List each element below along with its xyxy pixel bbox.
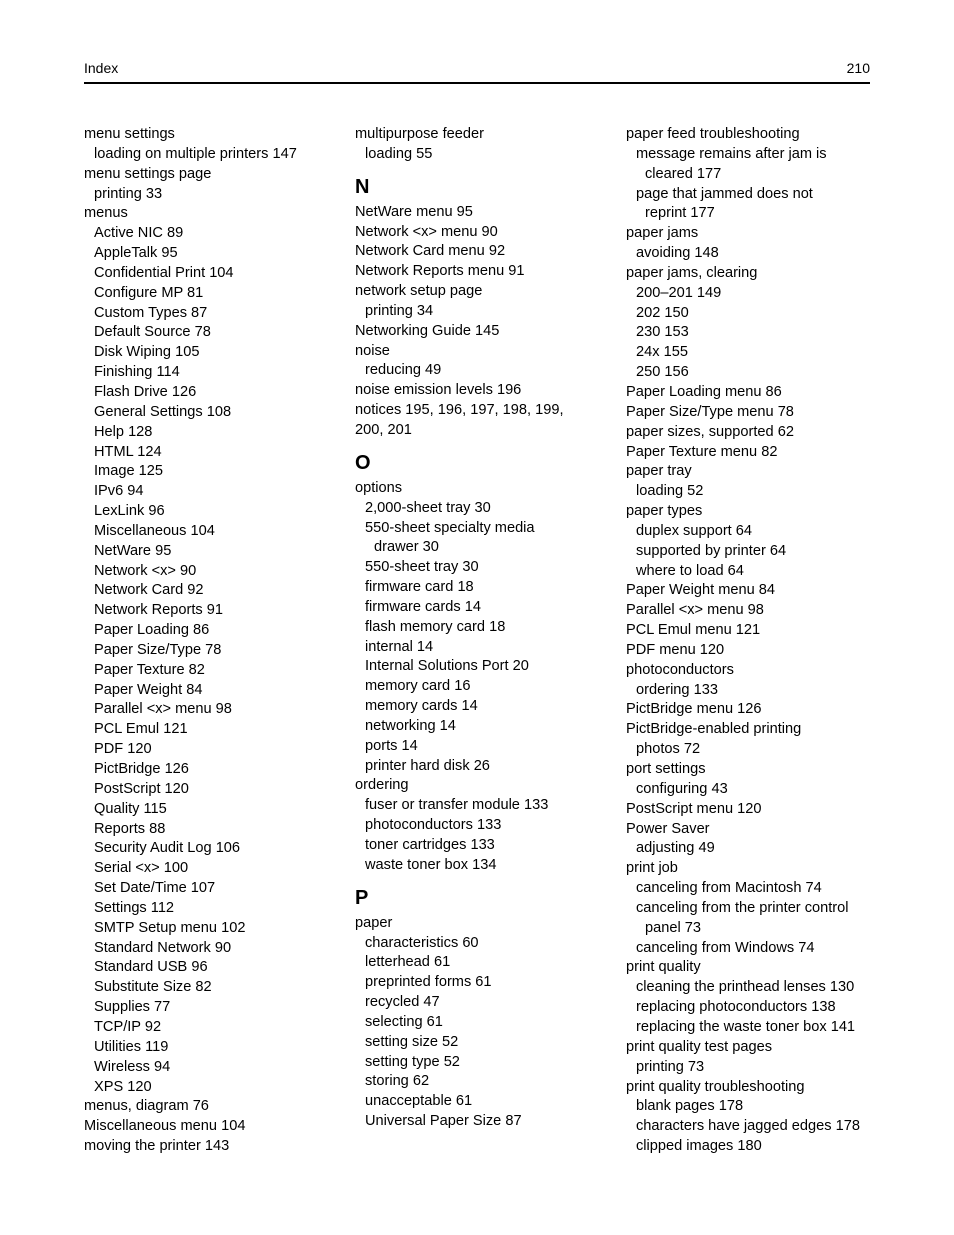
index-subentry: loading 55 <box>365 145 433 162</box>
index-subentry: message remains after jam is <box>636 145 827 162</box>
index-subentry: Network Reports 91 <box>94 602 223 619</box>
index-subentry: Reports 88 <box>94 820 166 837</box>
index-entry: paper jams, clearing <box>626 264 758 281</box>
index-subentry: Wireless 94 <box>94 1058 171 1075</box>
index-subentry: canceling from the printer control <box>636 899 849 916</box>
index-subentry: Parallel <x> menu 98 <box>94 701 232 718</box>
index-subentry: Standard Network 90 <box>94 939 232 956</box>
page-header <box>84 60 870 84</box>
index-entry: port settings <box>626 761 706 777</box>
index-subentry: Security Audit Log 106 <box>94 840 241 857</box>
section-title: Index <box>84 60 119 76</box>
index-subentry: printing 73 <box>636 1058 705 1075</box>
index-letter-heading: P <box>355 886 369 909</box>
index-subentry: 550-sheet tray 30 <box>365 559 479 576</box>
index-subentry: XPS 120 <box>94 1078 152 1095</box>
index-entry: menus <box>84 205 128 222</box>
index-subentry: PictBridge 126 <box>94 761 189 777</box>
index-entry: Power Saver <box>626 820 710 837</box>
index-entry: Paper Loading menu 86 <box>626 383 782 400</box>
index-entry: Networking Guide 145 <box>355 322 500 339</box>
index-subentry: Default Source 78 <box>94 324 211 341</box>
index-entry: Paper Weight menu 84 <box>626 582 776 599</box>
index-entry: paper sizes, supported 62 <box>626 423 794 440</box>
index-subentry: panel 73 <box>645 919 701 936</box>
index-subentry: cleaning the printhead lenses 130 <box>636 979 855 996</box>
index-subentry: printer hard disk 26 <box>365 757 490 774</box>
index-subentry: Set Date/Time 107 <box>94 880 216 897</box>
index-subentry: Internal Solutions Port 20 <box>365 658 529 675</box>
index-subentry: Image 125 <box>94 463 163 480</box>
index-subentry: avoiding 148 <box>636 245 719 262</box>
index-entry: Paper Texture menu 82 <box>626 443 778 460</box>
index-entry: photoconductors <box>626 661 734 678</box>
index-subentry: characters have jagged edges 178 <box>636 1118 860 1135</box>
index-subentry: waste toner box 134 <box>365 856 497 873</box>
index-subentry: photos 72 <box>636 741 701 758</box>
index-entry: paper <box>355 914 393 931</box>
index-entry: Miscellaneous menu 104 <box>84 1118 246 1135</box>
index-subentry: Paper Texture 82 <box>94 661 205 678</box>
index-subentry: HTML 124 <box>94 443 162 460</box>
index-entry: ordering <box>355 777 409 794</box>
index-subentry: Standard USB 96 <box>94 959 208 976</box>
index-subentry: Paper Size/Type 78 <box>94 641 222 658</box>
index-subentry: firmware cards 14 <box>365 598 481 615</box>
index-subentry: drawer 30 <box>374 539 439 556</box>
index-subentry: printing 34 <box>365 302 434 319</box>
index-subentry: 200–201 149 <box>636 284 722 301</box>
index-subentry: Configure MP 81 <box>94 284 204 301</box>
index-subentry: Network Card 92 <box>94 582 204 599</box>
index-subentry: reducing 49 <box>365 362 442 379</box>
index-column-1 <box>84 125 334 1157</box>
index-subentry: TCP/IP 92 <box>94 1018 162 1035</box>
index-subentry: Supplies 77 <box>94 999 171 1016</box>
index-entry: print quality test pages <box>626 1038 773 1055</box>
index-subentry: unacceptable 61 <box>365 1093 473 1110</box>
index-subentry: photoconductors 133 <box>365 817 502 834</box>
index-entry: print job <box>626 860 678 877</box>
index-entry: paper jams <box>626 225 699 242</box>
index-subentry: clipped images 180 <box>636 1138 762 1155</box>
index-entry: Paper Size/Type menu 78 <box>626 403 794 420</box>
index-subentry: page that jammed does not <box>636 185 813 202</box>
index-subentry: PDF 120 <box>94 741 152 758</box>
index-entry: print quality troubleshooting <box>626 1078 805 1095</box>
index-subentry: PCL Emul 121 <box>94 721 188 738</box>
index-entry: menu settings page <box>84 165 212 182</box>
index-subentry: Active NIC 89 <box>94 225 184 242</box>
index-subentry: loading 52 <box>636 483 704 500</box>
index-entry: paper types <box>626 503 703 520</box>
index-entry: paper feed troubleshooting <box>626 126 800 142</box>
index-entry: PostScript menu 120 <box>626 800 762 817</box>
index-subentry: Serial <x> 100 <box>94 860 189 877</box>
index-subentry: setting size 52 <box>365 1033 459 1050</box>
index-subentry: configuring 43 <box>636 780 728 797</box>
index-subentry: internal 14 <box>365 638 434 655</box>
index-letter-heading: O <box>355 451 371 474</box>
index-entry: options <box>355 479 403 496</box>
index-subentry: memory card 16 <box>365 678 471 695</box>
index-subentry: supported by printer 64 <box>636 542 787 559</box>
index-subentry: Quality 115 <box>94 800 167 817</box>
index-subentry: IPv6 94 <box>94 483 144 500</box>
index-subentry: AppleTalk 95 <box>94 245 178 262</box>
index-column-2 <box>355 125 605 1132</box>
index-entry: paper tray <box>626 463 692 480</box>
index-subentry: setting type 52 <box>365 1053 460 1070</box>
index-subentry: PostScript 120 <box>94 780 189 797</box>
index-subentry: Finishing 114 <box>94 364 180 381</box>
index-subentry: characteristics 60 <box>365 934 479 951</box>
index-subentry: SMTP Setup menu 102 <box>94 919 246 936</box>
index-entry: PCL Emul menu 121 <box>626 622 761 639</box>
index-subentry: Utilities 119 <box>94 1038 169 1055</box>
index-subentry: fuser or transfer module 133 <box>365 797 549 814</box>
index-subentry: flash memory card 18 <box>365 618 506 635</box>
index-entry: multipurpose feeder <box>355 126 484 142</box>
index-subentry: Confidential Print 104 <box>94 264 234 281</box>
index-entry: noise <box>355 342 390 359</box>
index-subentry: 550-sheet specialty media <box>365 519 535 536</box>
index-entry: notices 195, 196, 197, 198, 199, <box>355 402 564 419</box>
index-entry: network setup page <box>355 283 483 300</box>
index-entry: noise emission levels 196 <box>355 382 522 399</box>
index-entry: PDF menu 120 <box>626 641 725 658</box>
index-letter-heading: N <box>355 175 370 198</box>
index-column-3 <box>626 125 876 1157</box>
index-subentry: networking 14 <box>365 717 456 734</box>
index-subentry: canceling from Windows 74 <box>636 939 815 956</box>
index-subentry: selecting 61 <box>365 1013 443 1030</box>
index-subentry: Network <x> 90 <box>94 562 197 579</box>
index-entry: NetWare menu 95 <box>355 203 473 220</box>
index-subentry: letterhead 61 <box>365 954 451 971</box>
page-number: 210 <box>846 60 870 76</box>
index-subentry: Disk Wiping 105 <box>94 344 200 361</box>
index-subentry: storing 62 <box>365 1073 430 1090</box>
index-subentry: loading on multiple printers 147 <box>94 145 297 162</box>
index-subentry: ports 14 <box>365 737 418 754</box>
index-subentry: Paper Loading 86 <box>94 622 210 639</box>
index-entry: Network <x> menu 90 <box>355 223 498 240</box>
index-subentry: preprinted forms 61 <box>365 974 492 991</box>
index-subentry: Paper Weight 84 <box>94 681 203 698</box>
index-entry: Parallel <x> menu 98 <box>626 602 764 619</box>
index-subentry: duplex support 64 <box>636 522 753 539</box>
index-entry: menu settings <box>84 126 175 142</box>
index-subentry: Help 128 <box>94 423 153 440</box>
index-subentry: 24x 155 <box>636 344 688 361</box>
index-subentry: replacing the waste toner box 141 <box>636 1018 856 1035</box>
index-subentry: cleared 177 <box>645 165 722 182</box>
index-entry: moving the printer 143 <box>84 1138 230 1155</box>
index-subentry: firmware card 18 <box>365 579 474 596</box>
index-entry: Network Reports menu 91 <box>355 263 525 280</box>
index-subentry: Settings 112 <box>94 899 175 916</box>
index-entry: menus, diagram 76 <box>84 1098 209 1115</box>
index-subentry: NetWare 95 <box>94 542 172 559</box>
index-subentry: printing 33 <box>94 185 163 202</box>
index-subentry: Miscellaneous 104 <box>94 522 215 539</box>
index-subentry: ordering 133 <box>636 681 718 698</box>
index-entry: print quality <box>626 959 701 976</box>
index-subentry: toner cartridges 133 <box>365 837 495 853</box>
index-subentry: where to load 64 <box>636 562 744 579</box>
index-subentry: 202 150 <box>636 304 689 321</box>
index-entry: PictBridge-enabled printing <box>626 721 802 738</box>
index-subentry: blank pages 178 <box>636 1098 744 1115</box>
index-subentry: adjusting 49 <box>636 840 715 857</box>
index-subentry: replacing photoconductors 138 <box>636 999 836 1016</box>
index-subentry: recycled 47 <box>365 994 440 1011</box>
index-subentry: Universal Paper Size 87 <box>365 1113 522 1130</box>
index-subentry: 230 153 <box>636 324 689 341</box>
index-entry: 200, 201 <box>355 421 412 438</box>
index-subentry: Flash Drive 126 <box>94 383 197 400</box>
index-subentry: General Settings 108 <box>94 403 232 420</box>
index-subentry: 2,000-sheet tray 30 <box>365 499 491 516</box>
index-subentry: canceling from Macintosh 74 <box>636 880 822 897</box>
index-subentry: 250 156 <box>636 364 689 381</box>
index-subentry: Substitute Size 82 <box>94 979 212 996</box>
index-subentry: Custom Types 87 <box>94 304 208 321</box>
index-entry: PictBridge menu 126 <box>626 701 762 718</box>
index-subentry: LexLink 96 <box>94 503 165 520</box>
index-subentry: reprint 177 <box>645 205 715 222</box>
index-subentry: memory cards 14 <box>365 698 478 715</box>
index-entry: Network Card menu 92 <box>355 243 506 260</box>
